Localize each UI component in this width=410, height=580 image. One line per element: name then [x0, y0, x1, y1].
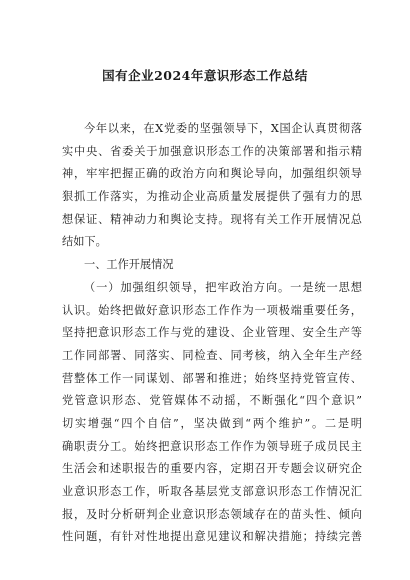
body-text-line: 今年以来，在X党委的坚强领导下，X国企认真贯彻落	[84, 122, 362, 135]
body-text-line: 神，牢牢把握正确的政治方向和舆论导向，加强组织领导	[62, 167, 362, 181]
body-text-line: （一）加强组织领导，把牢政治方向。一是统一思想	[84, 280, 362, 294]
body-text-line: 想保证、精神动力和舆论支持。现将有关工作开展情况总	[62, 212, 362, 226]
document-title: 国有企业2024年意识形态工作总结	[102, 68, 308, 83]
body-text-line: 切实增强“四个自信”，坚决做到“两个维护”。二是明	[62, 416, 362, 430]
body-text-line: 认识。始终把做好意识形态工作作为一项极端重要任务，	[62, 303, 362, 317]
body-text-line: 狠抓工作落实，为推动企业高质量发展提供了强有力的思	[62, 190, 362, 204]
body-text-line: 实中央、省委关于加强意识形态工作的决策部署和指示精	[62, 144, 362, 158]
body-text-line: 确职责分工。始终把意识形态工作作为领导班子成员民主	[62, 439, 362, 453]
body-text-line: 报，及时分析研判企业意识形态领域存在的苗头性、倾向	[62, 507, 362, 521]
body-text-line: 性问题，有针对性地提出意见建议和解决措施；持续完善	[62, 530, 362, 544]
body-text-line: 结如下。	[62, 235, 107, 249]
body-text-line: 业意识形态工作，听取各基层党支部意识形态工作情况汇	[62, 485, 362, 498]
document-body	[62, 118, 362, 549]
body-text-line: 营整体工作一同谋划、部署和推进；始终坚持党管宣传、	[62, 371, 362, 385]
body-text-line: 生活会和述职报告的重要内容，定期召开专题会议研究企	[62, 462, 362, 476]
body-text-line: 党管意识形态、党管媒体不动摇，不断强化“四个意识”	[62, 394, 362, 408]
body-text-line: 工作同部署、同落实、同检查、同考核，纳入全年生产经	[62, 348, 362, 362]
body-text-line: 一、工作开展情况	[84, 258, 174, 272]
body-text-line: 坚持把意识形态工作与党的建设、企业管理、安全生产等	[62, 326, 362, 340]
